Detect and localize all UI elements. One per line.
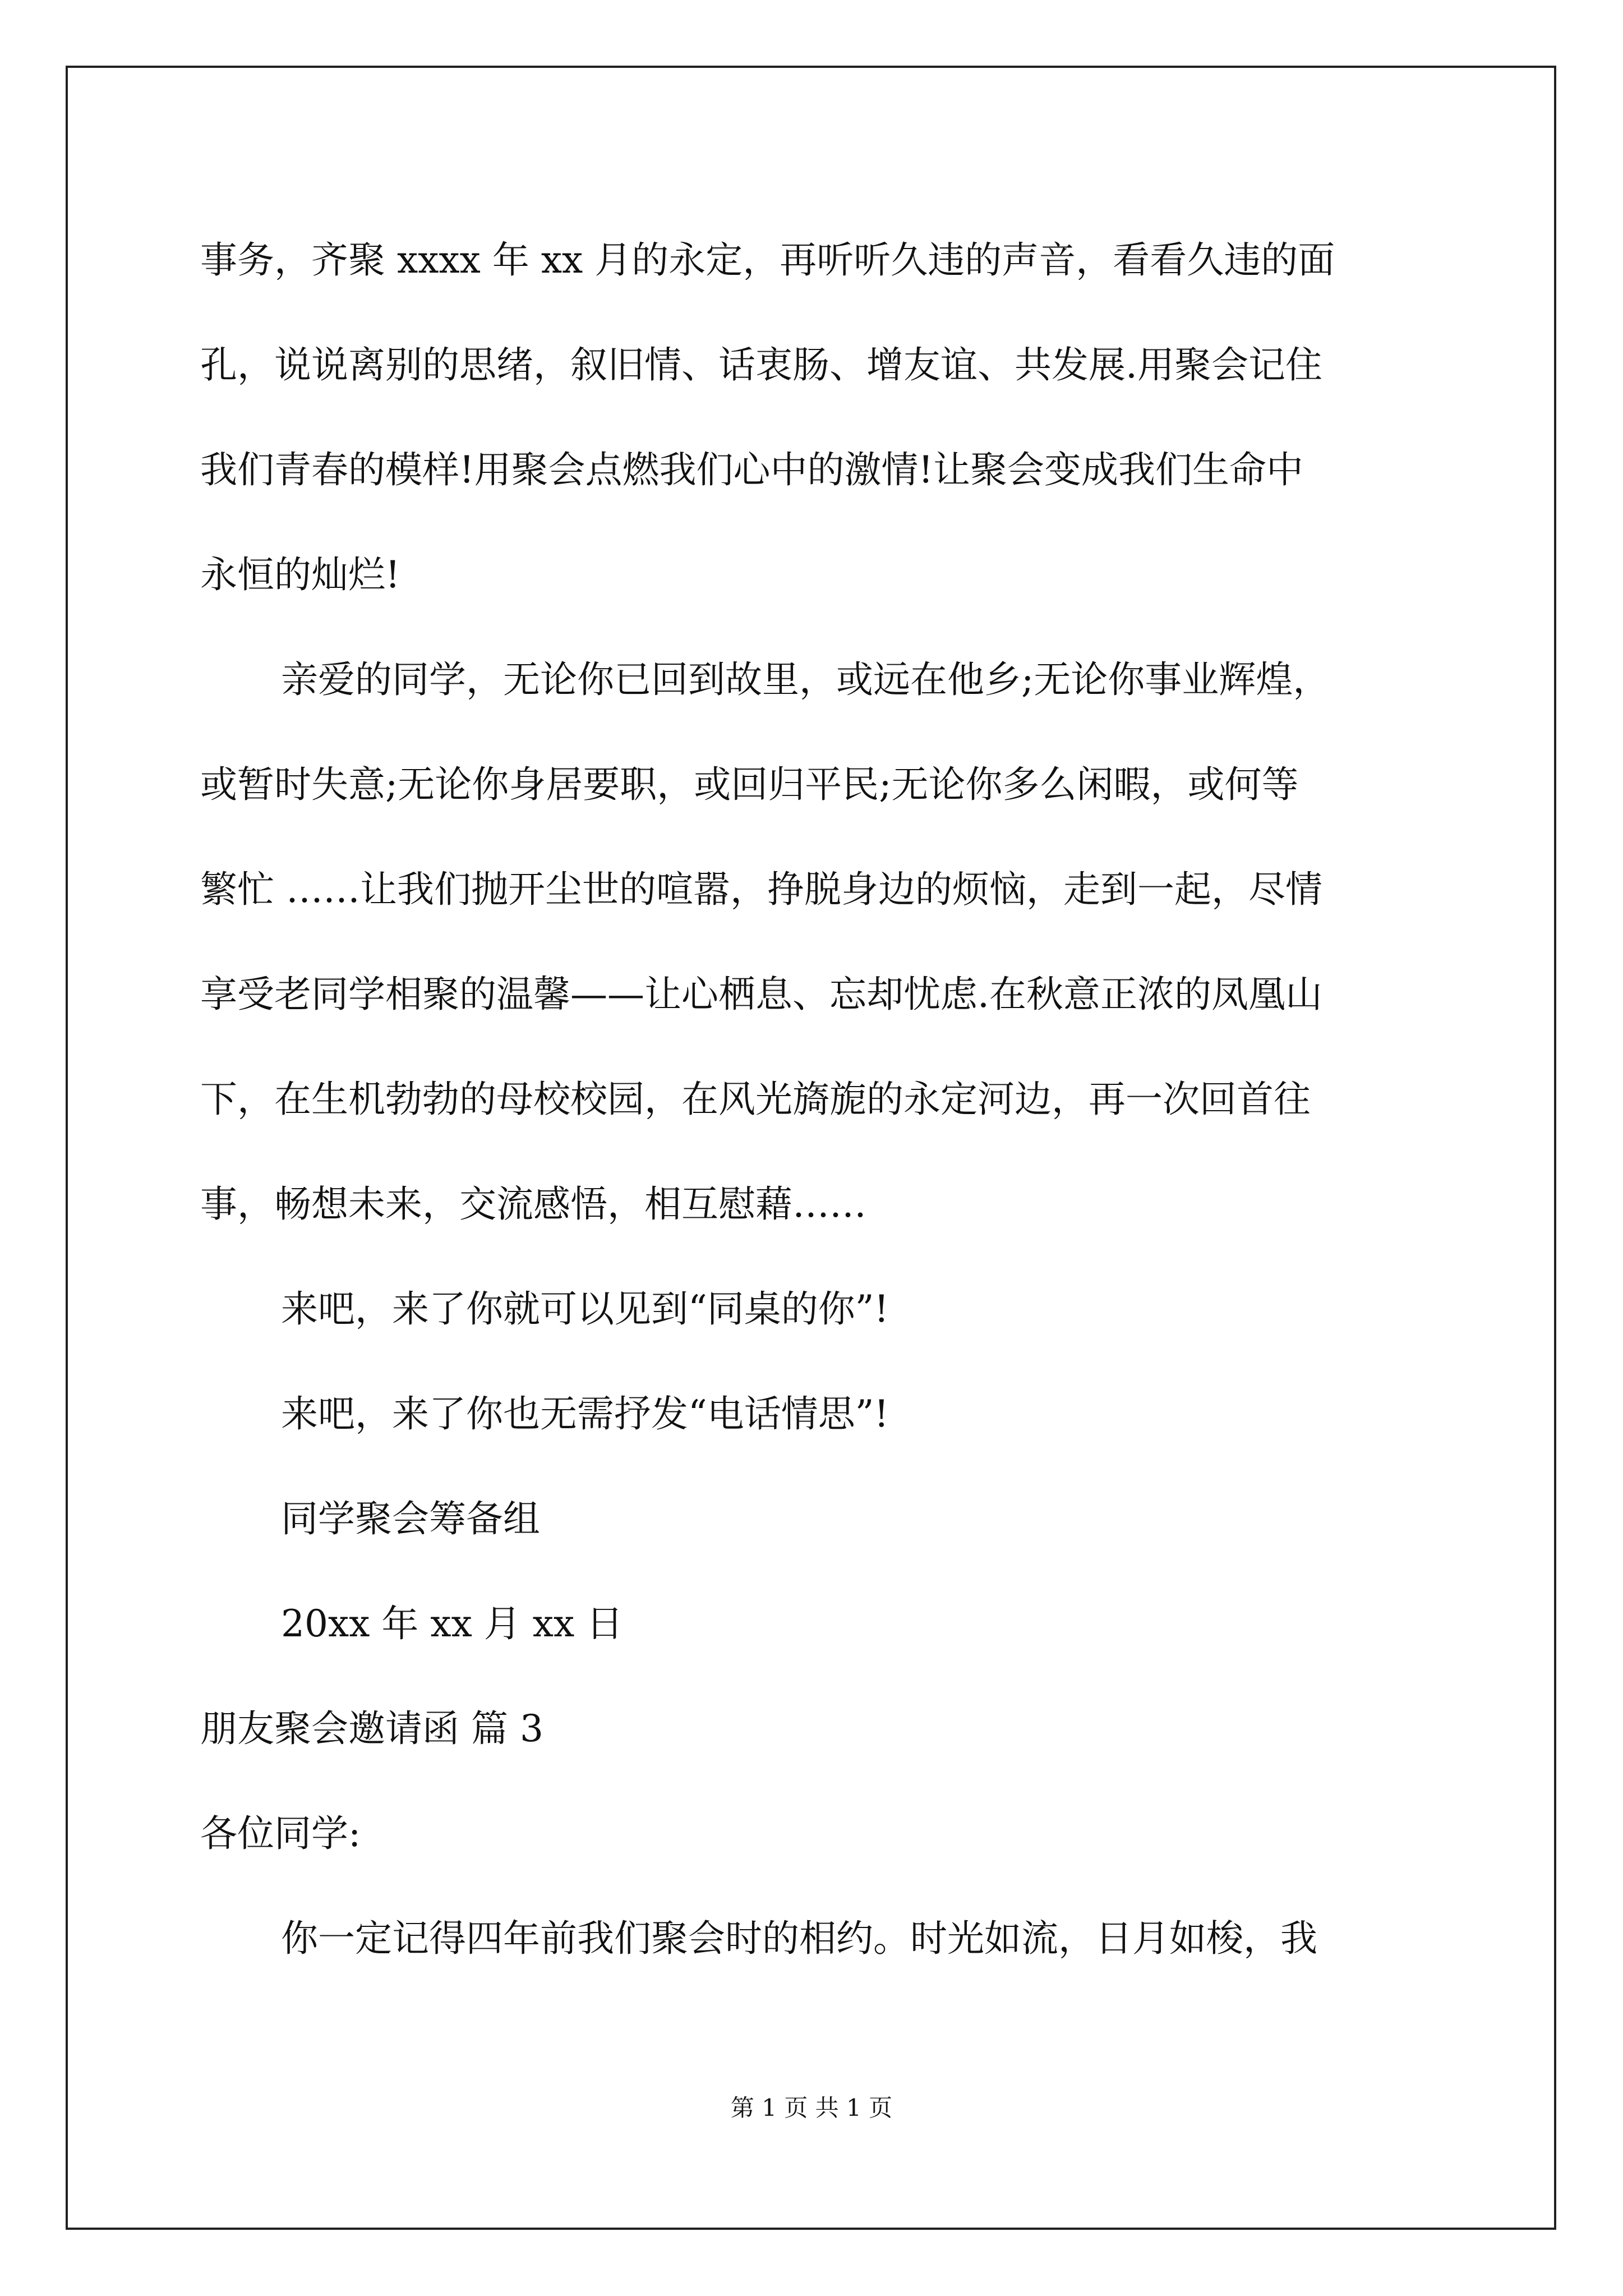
paragraph-line: 事务，齐聚 xxxx 年 xx 月的永定，再听听久违的声音，看看久违的面 (200, 238, 1335, 282)
page-footer: 第 1 页 共 1 页 (730, 2094, 893, 2122)
paragraph-1 (200, 208, 1423, 627)
paragraph-line: 繁忙 ……让我们抛开尘世的喧嚣，挣脱身边的烦恼，走到一起，尽情 (200, 868, 1322, 911)
paragraph-line: 20xx 年 xx 月 xx 日 (281, 1602, 624, 1645)
heading-line: 朋友聚会邀请函 篇 3 (200, 1707, 543, 1750)
paragraph-line: 你一定记得四年前我们聚会时的相约。时光如流，日月如梭，我 (281, 1917, 1317, 1960)
paragraph-line: 来吧，来了你也无需抒发“电话情思”! (281, 1392, 889, 1435)
signature-date (200, 1571, 1423, 1676)
paragraph-line: 下，在生机勃勃的母校校园，在风光旖旎的永定河边，再一次回首往 (200, 1078, 1311, 1121)
paragraph-2 (200, 627, 1423, 1257)
salutation (200, 1781, 1423, 1886)
paragraph-line: 来吧，来了你就可以见到“同桌的你”! (281, 1287, 889, 1331)
paragraph-line: 我们青春的模样!用聚会点燃我们心中的激情!让聚会变成我们生命中 (200, 448, 1304, 491)
paragraph-3 (200, 1257, 1423, 1361)
paragraph-line: 事，畅想未来，交流感悟，相互慰藉…… (200, 1182, 866, 1226)
paragraph-4 (200, 1361, 1423, 1466)
signature-organizer (200, 1466, 1423, 1571)
salutation-line: 各位同学: (200, 1812, 361, 1855)
paragraph-line: 同学聚会筹备组 (281, 1497, 540, 1540)
paragraph-5 (200, 1886, 1423, 1991)
paragraph-line: 或暂时失意;无论你身居要职，或回归平民;无论你多么闲暇，或何等 (200, 763, 1299, 806)
paragraph-line: 孔，说说离别的思绪，叙旧情、话衷肠、增友谊、共发展.用聚会记住 (200, 343, 1322, 386)
paragraph-line: 亲爱的同学，无论你已回到故里，或远在他乡;无论你事业辉煌， (281, 658, 1330, 701)
document-body (200, 208, 1423, 1991)
section-heading (200, 1676, 1423, 1781)
paragraph-line: 享受老同学相聚的温馨——让心栖息、忘却忧虑.在秋意正浓的凤凰山 (200, 973, 1322, 1016)
paragraph-line: 永恒的灿烂! (200, 553, 400, 596)
